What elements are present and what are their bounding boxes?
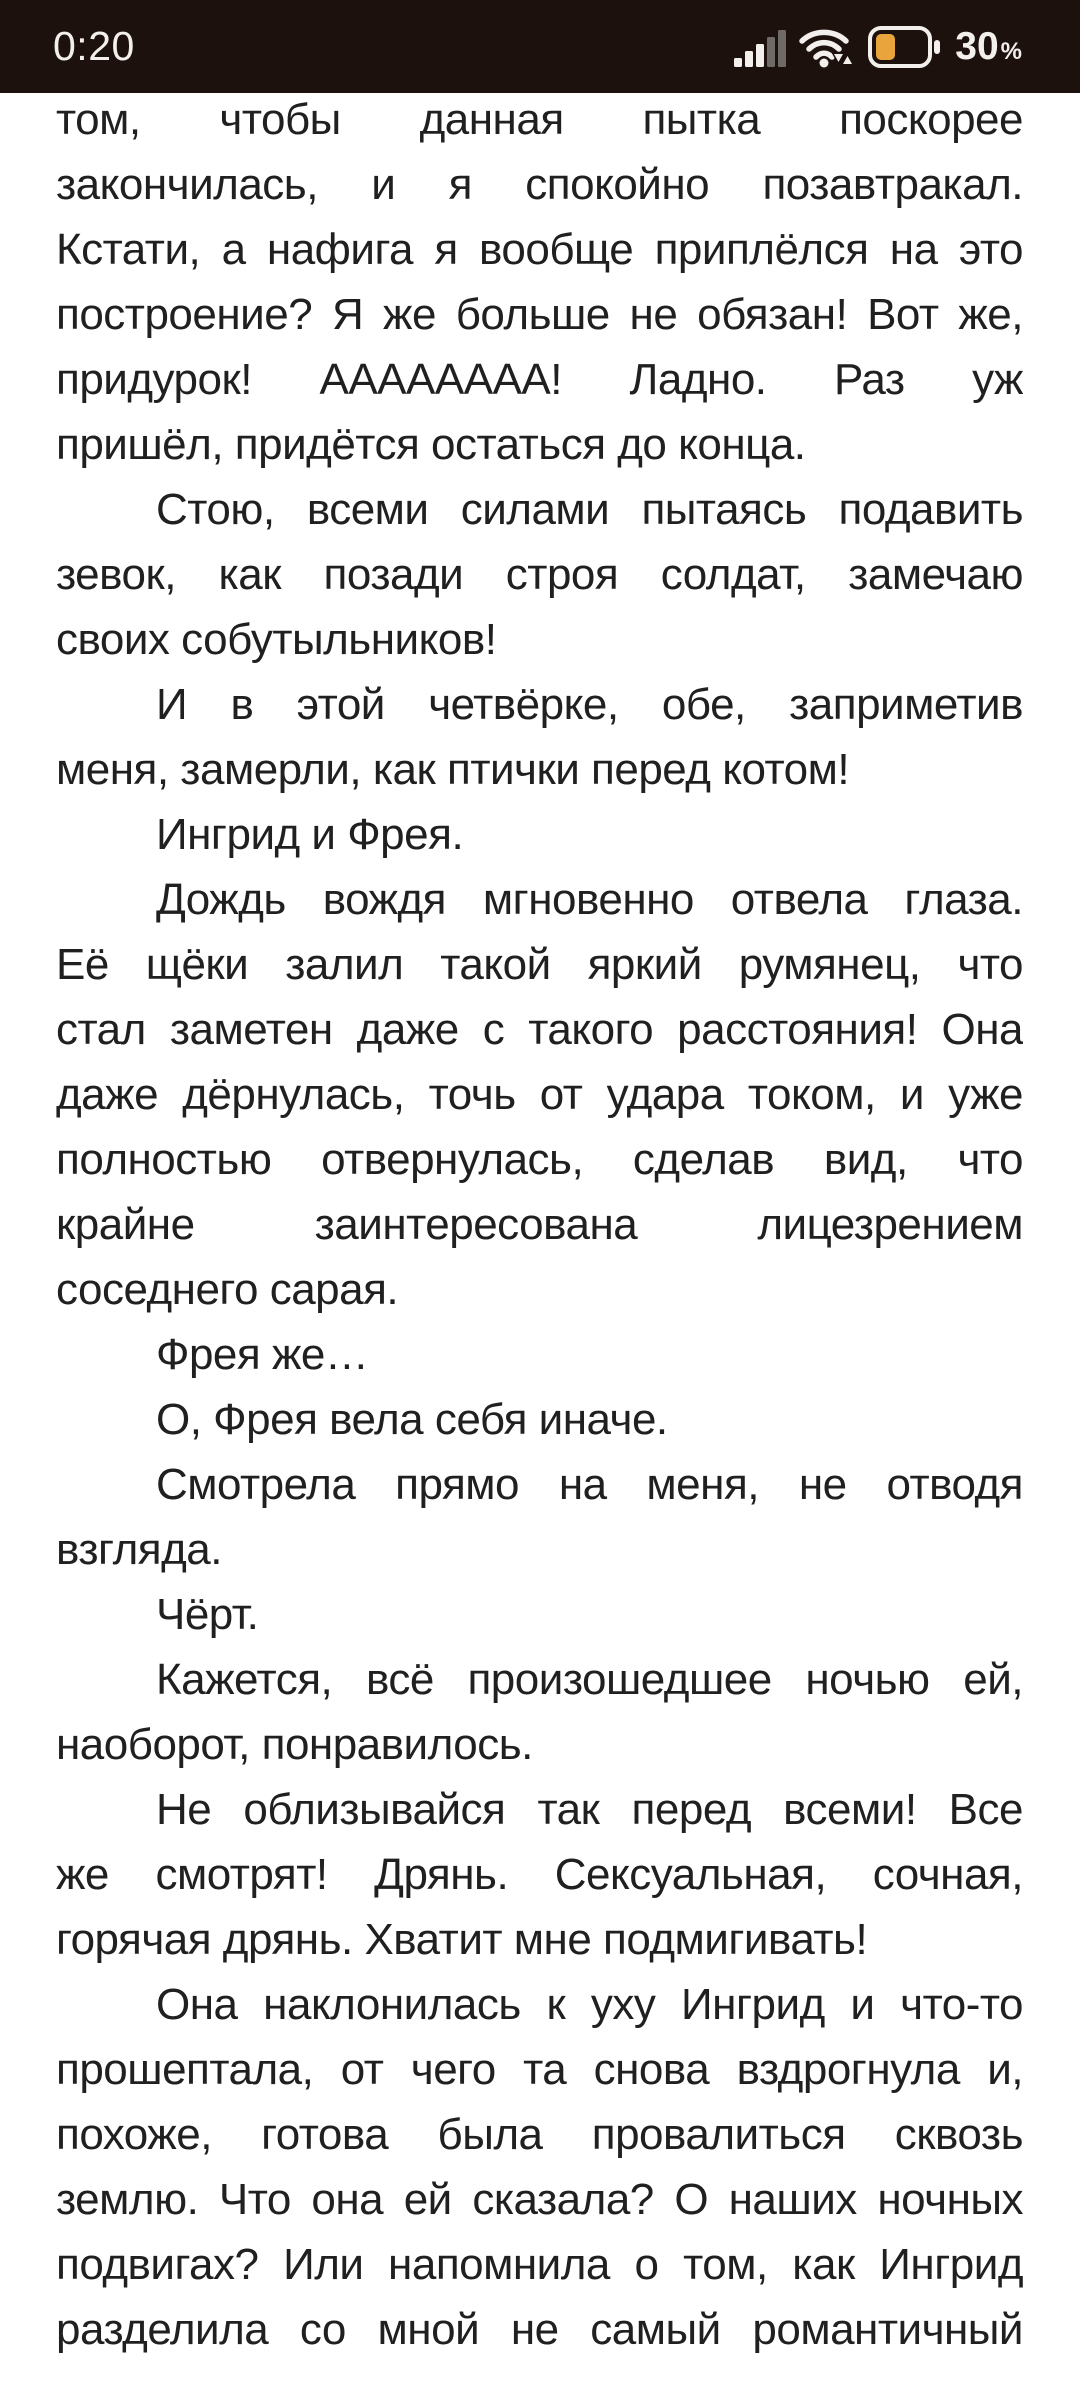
status-icons [734, 25, 1022, 69]
text-line: закончилась, и я спокойно позавтракал. [56, 160, 1023, 209]
text-line: Кстати, а нафига я вообще приплёлся на это [56, 225, 1023, 274]
text-line: Дождь вождя мгновенно отвела глаза. [156, 875, 1023, 924]
text-line: Не облизывайся так перед всеми! Все [156, 1785, 1023, 1834]
text-line: же смотрят! Дрянь. Сексуальная, сочная, [56, 1850, 1023, 1899]
status-bar [0, 0, 1080, 93]
text-line: даже дёрнулась, точь от удара током, и уже [56, 1070, 1023, 1119]
text-line: своих собутыльников! [56, 615, 497, 664]
status-time: 0:20 [53, 23, 135, 69]
text-line: О, Фрея вела себя иначе. [156, 1395, 668, 1444]
text-line: пришёл, придётся остаться до конца. [56, 420, 806, 469]
text-line: Стою, всеми силами пытаясь подавить [156, 485, 1023, 534]
text-line: разделила со мной не самый романтичный [56, 2305, 1023, 2354]
text-line: Её щёки залил такой яркий румянец, что [56, 940, 1023, 989]
text-line: полностью отвернулась, сделав вид, что [56, 1135, 1023, 1184]
text-lines [56, 87, 1023, 2362]
text-line: придурок! АААААААА! Ладно. Раз уж [56, 355, 1023, 404]
text-line: соседнего сарая. [56, 1265, 399, 1314]
text-line: построение? Я же больше не обязан! Вот же, [56, 290, 1023, 339]
text-line: прошептала, от чего та снова вздрогнула и, [56, 2045, 1023, 2094]
text-line: том, чтобы данная пытка поскорее [56, 95, 1023, 144]
text-line: взгляда. [56, 1525, 223, 1574]
signal-icon [734, 27, 786, 67]
text-line: стал заметен даже с такого расстояния! Она [56, 1005, 1023, 1054]
text-line: Фрея же… [156, 1330, 369, 1379]
text-line: Кажется, всё произошедшее ночью ей, [156, 1655, 1023, 1704]
text-line: землю. Что она ей сказала? О наших ночных [56, 2175, 1023, 2224]
reader-page[interactable] [0, 93, 1080, 2400]
battery-percent-value: 30 [955, 25, 999, 68]
text-line: Она наклонилась к уху Ингрид и что-то [156, 1980, 1023, 2029]
text-line: горячая дрянь. Хватит мне подмигивать! [56, 1915, 868, 1964]
text-line: Смотрела прямо на меня, не отводя [156, 1460, 1023, 1509]
percent-sign: % [1000, 38, 1022, 65]
battery-icon [868, 25, 942, 69]
text-line: Чёрт. [156, 1590, 259, 1639]
text-line: похоже, готова была провалиться сквозь [56, 2110, 1023, 2159]
text-line: И в этой четвёрке, обе, заприметив [156, 680, 1023, 729]
battery-percent [955, 27, 1022, 66]
text-line: меня, замерли, как птички перед котом! [56, 745, 850, 794]
text-line: крайне заинтересована лицезрением [56, 1200, 1023, 1249]
text-line: Ингрид и Фрея. [156, 810, 464, 859]
wifi-icon [799, 25, 855, 69]
text-line: зевок, как позади строя солдат, замечаю [56, 550, 1023, 599]
text-line: подвигах? Или напомнила о том, как Ингрид [56, 2240, 1023, 2289]
text-line: наоборот, понравилось. [56, 1720, 533, 1769]
